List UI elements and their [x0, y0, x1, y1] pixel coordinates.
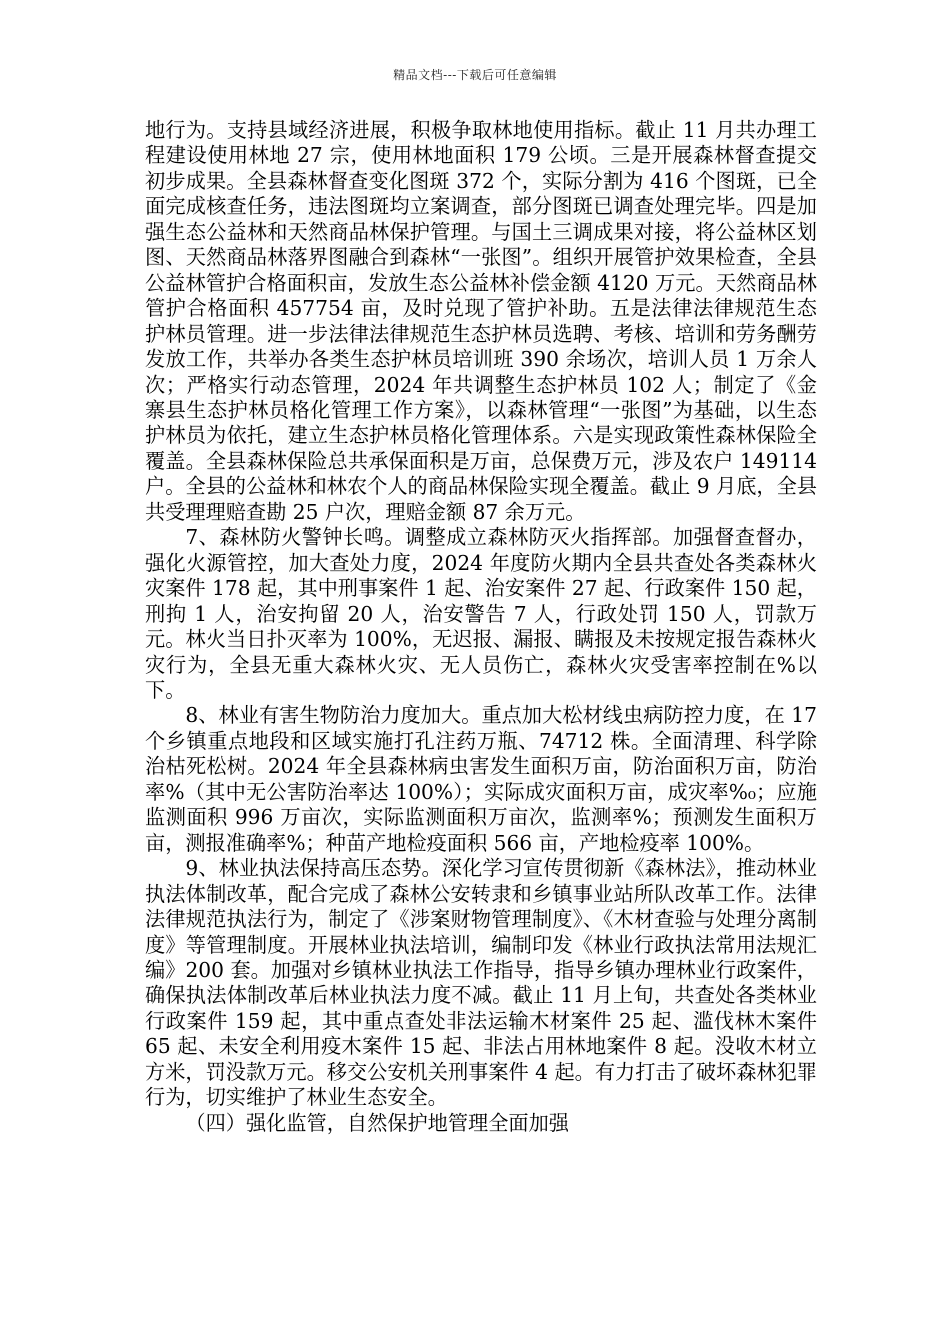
paragraph-continuation: 地行为。支持县域经济进展，积极争取林地使用指标。截止 11 月共办理工程建设使用林地 27 宗，使用林地面积 179 公顷。三是开展森林督查提交初步成果。全县森林督查变化图斑 372 个，实际分割为 416 个图斑，已全面完成核查任务，违法图斑均立案调查，部分图斑已调查处理完毕。四是加强生态公益林和天然商品林保护管理。与国土三调成果对接，将公益林区划图、天然商品林落界图融合到森林“一张图”。组织开展管护效果检查，全县公益林管护合格面积亩，发放生态公益林补偿金额 4120 万元。天然商品林管护合格面积 457754 亩，及时兑现了管护补助。五是法律法律规范生态护林员管理。进一步法律法律规范生态护林员选聘、考核、培训和劳务酬劳发放工作，共举办各类生态护林员培训班 390 余场次，培训人员 1 万余人次；严格实行动态管理，2024 年共调整生态护林员 102 人；制定了《金寨县生态护林员格化管理工作方案》，以森林管理“一张图”为基础，以生态护林员为依托，建立生态护林员格化管理体系。六是实现政策性森林保险全覆盖。全县森林保险总共承保面积是万亩，总保费万元，涉及农户 149114 户。全县的公益林和林农个人的商品林保险实现全覆盖。截止 9 月底，全县共受理理赔查勘 25 户次，理赔金额 87 余万元。 [145, 118, 817, 524]
paragraph-law-enforcement: 9、林业执法保持高压态势。深化学习宣传贯彻新《森林法》，推动林业执法体制改革，配合完成了森林公安转隶和乡镇事业站所队改革工作。法律法律规范执法行为，制定了《涉案财物管理制度》、《木材查验与处理分离制度》等管理制度。开展林业执法培训，编制印发《林业行政执法常用法规汇编》200 套。加强对乡镇林业执法工作指导，指导乡镇办理林业行政案件，确保执法体制改革后林业执法力度不减。截止 11 月上旬，共查处各类林业行政案件 159 起，其中重点查处非法运输木材案件 25 起、滥伐林木案件 65 起、未安全利用疫木案件 15 起、非法占用林地案件 8 起。没收木材立方米，罚没款万元。移交公安机关刑事案件 4 起。有力打击了破坏森林犯罪行为，切实维护了林业生态安全。 [145, 856, 817, 1110]
page-header: 精品文档---下载后可任意编辑 [393, 68, 557, 82]
document-body [145, 118, 817, 1136]
section-heading: （四）强化监管，自然保护地管理全面加强 [185, 1110, 569, 1135]
paragraph-forest-fire: 7、森林防火警钟长鸣。调整成立森林防灭火指挥部。加强督查督办，强化火源管控，加大查处力度，2024 年度防火期内全县共查处各类森林火灾案件 178 起，其中刑事案件 1 起、治安案件 27 起、行政案件 150 起，刑拘 1 人，治安拘留 20 人，治安警告 7 人，行政处罚 150 人，罚款万元。林火当日扑灭率为 100%，无迟报、漏报、瞒报及未按规定报告森林火灾行为，全县无重大森林火灾、无人员伤亡，森林火灾受害率控制在%以下。 [145, 525, 817, 702]
paragraph-pest-control: 8、林业有害生物防治力度加大。重点加大松材线虫病防控力度，在 17 个乡镇重点地段和区域实施打孔注药万瓶、74712 株。全面清理、科学除治枯死松树。2024 年全县森林病虫害发生面积万亩，防治面积万亩，防治率%（其中无公害防治率达 100%）；实际成灾面积万亩，成灾率%₀；应施监测面积 996 万亩次，实际监测面积万亩次，监测率%；预测发生面积万亩，测报准确率%；种苗产地检疫面积 566 亩，产地检疫率 100%。 [145, 703, 817, 855]
